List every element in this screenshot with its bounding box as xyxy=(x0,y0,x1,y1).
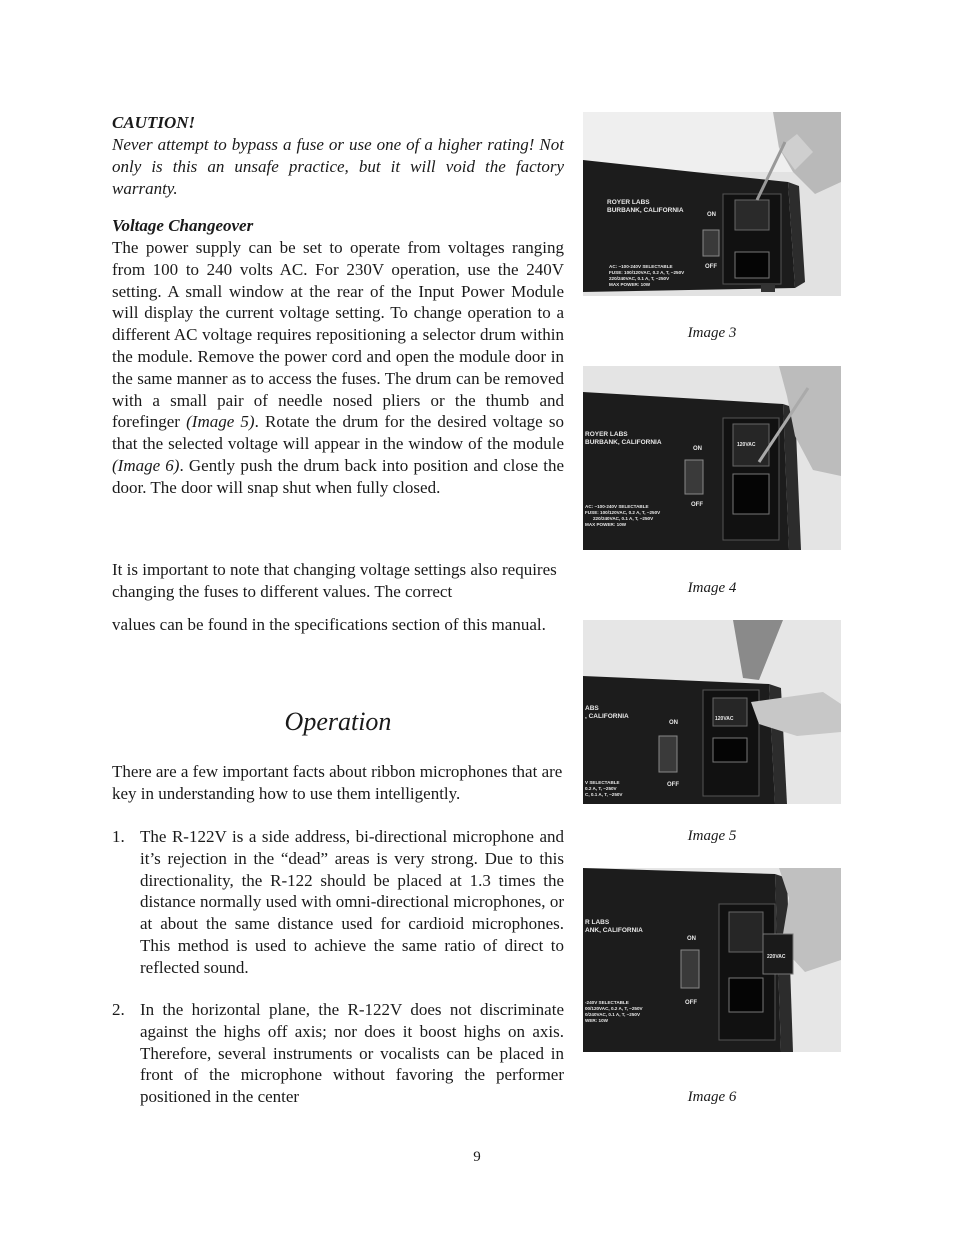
image-6-spec-1: -240V SELECTABLE xyxy=(585,1000,629,1005)
list-text: In the horizontal plane, the R-122V does not discriminate against the highs off axis; nor does it boost highs on axis. Therefore, several instruments or vocalists can be placed in front of the microphone without favoring the performer positioned in the center xyxy=(140,1000,564,1107)
image-3-caption: Image 3 xyxy=(687,325,737,341)
image-5-drum-label: 120VAC xyxy=(715,716,734,722)
image-5-city-label: , CALIFORNIA xyxy=(585,713,629,720)
photo-image-6 xyxy=(583,868,841,1052)
image-4-spec-3: 220/240VAC, 0.1 A, T, ~250V xyxy=(593,516,654,521)
image-4-caption: Image 4 xyxy=(687,580,737,596)
image-6-spec-2: 00/120VAC, 0.2 A, T, ~250V xyxy=(585,1006,643,1011)
image-5-reference: (Image 5) xyxy=(186,412,255,432)
list-number: 1. xyxy=(112,827,125,846)
image-6-drum-label: 220VAC xyxy=(767,954,786,960)
image-5-off-label: OFF xyxy=(667,782,679,788)
image-4-spec-2: FUSE: 100/120VAC, 0.2 A, T, ~250V xyxy=(585,510,661,515)
image-6-city-label: ANK, CALIFORNIA xyxy=(585,927,643,934)
image-6-spec-3: 0/240VAC, 0.1 A, T, ~250V xyxy=(585,1012,641,1017)
image-5-spec-2: 0.2 A, T, ~250V xyxy=(585,786,617,791)
photo-image-5 xyxy=(583,620,841,804)
image-6-on-label: ON xyxy=(687,936,696,942)
operation-intro: There are a few important facts about ribbon microphones that are key in understanding how to use them intelligently. xyxy=(112,762,563,803)
image-6-reference: (Image 6) xyxy=(112,455,180,475)
image-3-spec-2: FUSE: 100/120VAC, 0.2 A, T, ~250V xyxy=(609,270,685,275)
list-text: The R-122V is a side address, bi-directional microphone and it’s rejection in the “dead” areas is very strong. Due to this directionality, the R-122 should be placed at 1.3 times the distance normally used with omni-directional microphones, or at about the same distance used for cardioid microphones. This method is used to achieve the same ratio of direct to reflected sound. xyxy=(140,827,564,977)
image-4-off-label: OFF xyxy=(691,502,703,508)
list-item xyxy=(112,826,564,979)
operation-heading: Operation xyxy=(284,707,392,736)
image-5-brand-label: ABS xyxy=(585,705,599,712)
caution-title: CAUTION! xyxy=(112,113,196,132)
vc-text-b: . Rotate the drum for the desired voltage so that the selected voltage will appear in the window of the module xyxy=(112,412,564,454)
image-5-spec-3: C, 0.1 A, T, ~250V xyxy=(585,792,623,797)
image-4-drum-label: 120VAC xyxy=(737,442,756,448)
image-3-off-label: OFF xyxy=(705,264,717,270)
page-number: 9 xyxy=(473,1149,481,1165)
image-3-spec-3: 220/240VAC, 0.1 A, T, ~250V xyxy=(609,276,670,281)
important-note-part2: values can be found in the specifications section of this manual. xyxy=(112,615,546,634)
list-number: 2. xyxy=(112,1000,125,1019)
caution-body: Never attempt to bypass a fuse or use one of a higher rating! Not only is this an unsafe practice, but it will void the factory warranty. xyxy=(112,135,564,198)
image-6-spec-4: WER: 10W xyxy=(585,1018,608,1023)
image-5-on-label: ON xyxy=(669,720,678,726)
voltage-changeover-body xyxy=(112,237,564,499)
image-3-spec-4: MAX POWER: 10W xyxy=(609,282,651,287)
image-3-brand-label: ROYER LABS xyxy=(607,199,650,206)
image-3-spec-1: AC: ~100-240V SELECTABLE xyxy=(609,264,673,269)
voltage-changeover-title: Voltage Changeover xyxy=(112,216,254,235)
image-3-city-label: BURBANK, CALIFORNIA xyxy=(607,207,684,214)
vc-text-c: . Gently push the drum back into position and close the door. The door will snap shut when fully closed. xyxy=(112,455,564,497)
image-5-caption: Image 5 xyxy=(687,828,737,844)
vc-text-a: The power supply can be set to operate from voltages ranging from 100 to 240 volts AC. For 230V operation, use the 240V setting. A small window at the rear of the Input Power Module will display the current voltage setting. To change operation to a different AC voltage requires repositioning a selector drum within the module. Remove the power cord and open the module door in the same manner as to access the fuses. The drum can be removed with a small pair of needle nosed pliers or the thumb and forefinger xyxy=(112,238,564,432)
list-item xyxy=(112,999,564,1108)
important-note-part1: It is important to note that changing voltage settings also requires changing the fuses to different values. The correct xyxy=(112,560,557,601)
image-6-off-label: OFF xyxy=(685,1000,697,1006)
image-3-on-label: ON xyxy=(707,212,716,218)
photo-image-3 xyxy=(583,112,841,296)
image-6-brand-label: R LABS xyxy=(585,919,610,926)
image-4-city-label: BURBANK, CALIFORNIA xyxy=(585,439,662,446)
image-5-spec-1: V SELECTABLE xyxy=(585,780,620,785)
photo-image-4 xyxy=(583,366,841,550)
image-4-brand-label: ROYER LABS xyxy=(585,431,628,438)
image-4-spec-4: MAX POWER: 10W xyxy=(585,522,627,527)
image-6-caption: Image 6 xyxy=(687,1089,737,1105)
image-4-spec-1: AC: ~100-240V SELECTABLE xyxy=(585,504,649,509)
image-4-on-label: ON xyxy=(693,446,702,452)
